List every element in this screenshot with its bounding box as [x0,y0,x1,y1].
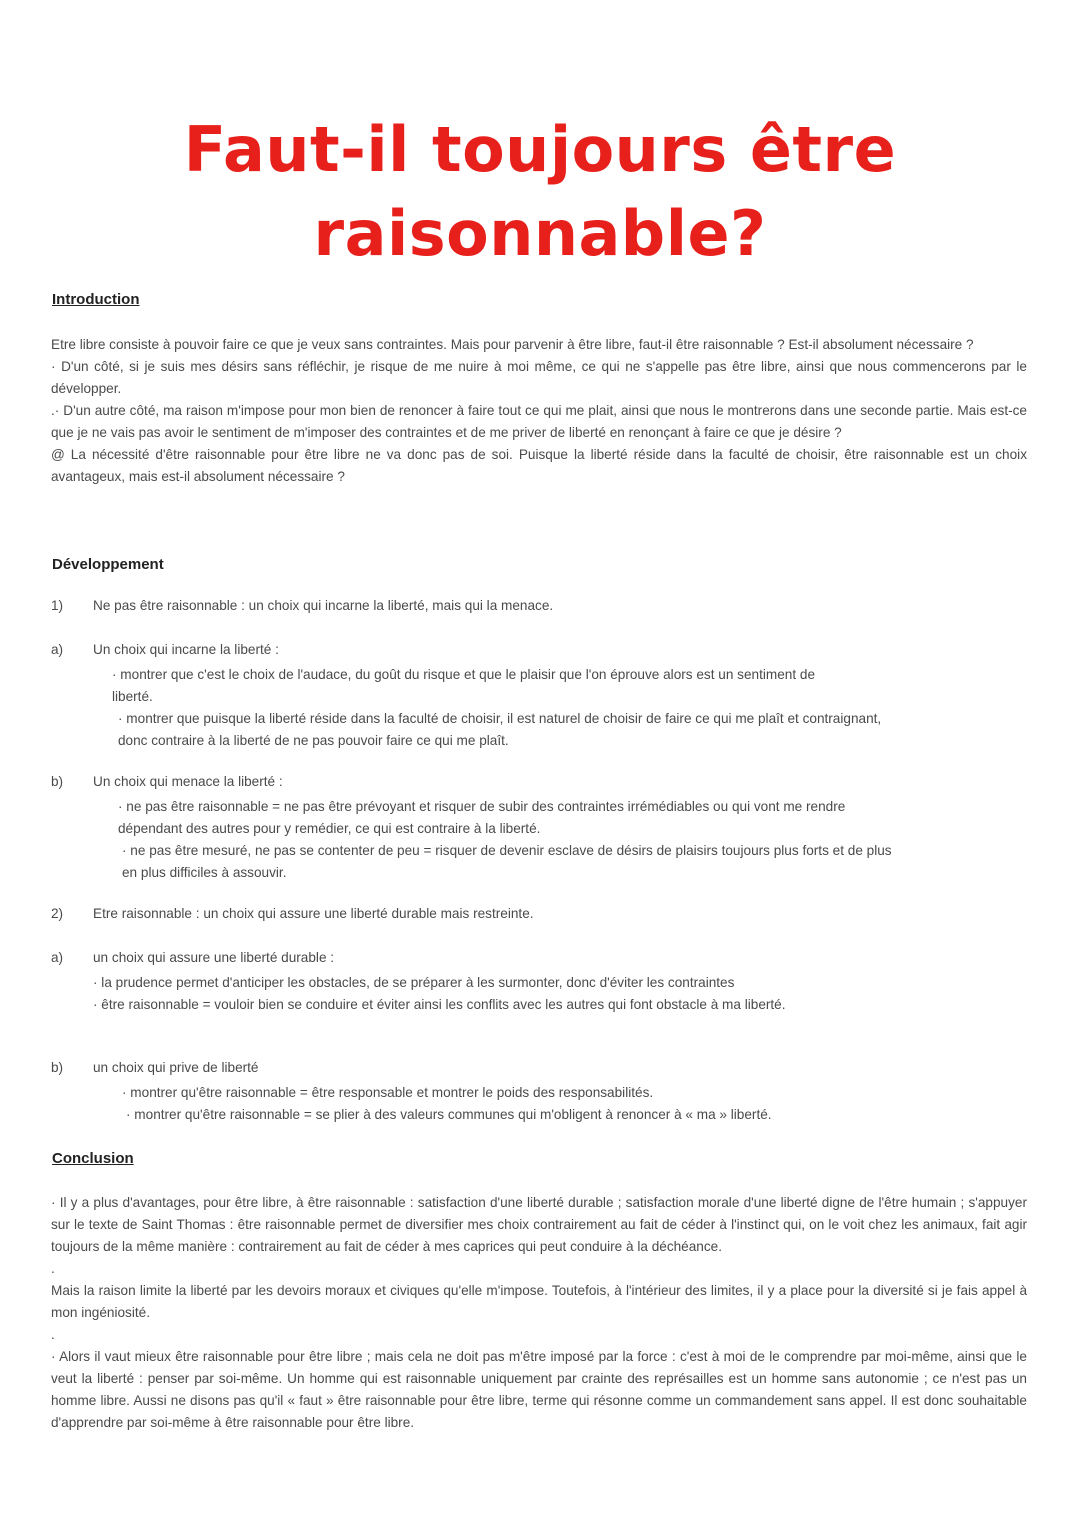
intro-paragraph-2: · D'un côté, si je suis mes désirs sans réfléchir, je risque de me nuire à moi même, ce qui ne s'appelle pas être libre, ainsi que nous commencerons par le développer. [51,359,1027,396]
conclusion-separator-1: . [51,1261,55,1276]
part2-number: 2) [51,906,64,921]
intro-paragraph-3: .· D'un autre côté, ma raison m'impose pour mon bien de renoncer à faire tout ce qui me plait, ainsi que nous le montrerons dans une seconde partie. Mais est-ce que je ne vais pas avoir le sentiment de m'imposer des contraintes et de me priver de liberté en renonçant à faire ce que je désire ? [51,403,1027,440]
intro-paragraph-4: @ La nécessité d'être raisonnable pour être libre ne va donc pas de soi. Puisque la liberté réside dans la faculté de choisir, être raisonnable est un choix avantageux, mais est-il absolument nécessaire ? [51,447,1027,484]
part2a-number: a) [51,950,64,965]
part1a-bullet-1: · montrer que c'est le choix de l'audace, du goût du risque et que le plaisir que l'on éprouve alors est un sentiment de liberté. [112,667,815,704]
part1b-title: Un choix qui menace la liberté : [93,774,283,789]
conclusion-heading: Conclusion [52,1150,134,1167]
part2b-title: un choix qui prive de liberté [93,1060,259,1075]
part1b-bullet-2: · ne pas être mesuré, ne pas se contenter de peu = risquer de devenir esclave de désirs de plaisirs toujours plus forts et de plus en plus difficiles à assouvir. [122,843,892,880]
part1-title: Ne pas être raisonnable : un choix qui incarne la liberté, mais qui la menace. [93,598,554,613]
development-heading: Développement [52,556,164,573]
part2b-bullet-1: · montrer qu'être raisonnable = être responsable et montrer le poids des responsabilités. [122,1085,654,1100]
part1a-bullet-2: · montrer que puisque la liberté réside dans la faculté de choisir, il est naturel de choisir de faire ce qui me plaît et contraignant, donc contraire à la liberté de ne pas pouvoir faire ce qui me plaît. [118,711,882,748]
part2b-number: b) [51,1060,64,1075]
part1b-bullet-1: · ne pas être raisonnable = ne pas être prévoyant et risquer de subir des contraintes irrémédiables ou qui vont me rendre dépendant des autres pour y remédier, ce qui est contraire à la liberté. [118,799,846,836]
introduction-heading: Introduction [52,291,140,308]
part1a-number: a) [51,642,64,657]
part2a-title: un choix qui assure une liberté durable : [93,950,335,965]
introduction-text [51,334,1027,488]
title-line-1: Faut-il toujours être [183,113,897,186]
conclusion-text [51,1192,1027,1434]
part1b-number: b) [51,774,64,789]
conclusion-paragraph-1: · Il y a plus d'avantages, pour être libre, à être raisonnable : satisfaction d'une liberté durable ; satisfaction morale d'une liberté digne de l'être humain ; s'appuyer sur le texte de Saint Thomas : être raisonnable permet de diversifier mes choix contrairement au fait de céder à l'instinct qui, on le voit chez les animaux, fait agir toujours de la même manière : contrairement au fait de céder à mes caprices qui peut conduire à la déchéance. [51,1195,1027,1254]
page-title [0,108,1080,276]
part2-title: Etre raisonnable : un choix qui assure une liberté durable mais restreinte. [93,906,534,921]
part2b-bullet-2: · montrer qu'être raisonnable = se plier à des valeurs communes qui m'obligent à renoncer à « ma » liberté. [126,1107,772,1122]
part2a-bullet-1: · la prudence permet d'anticiper les obstacles, de se préparer à les surmonter, donc d'éviter les contraintes [93,975,735,990]
conclusion-paragraph-3: · Alors il vaut mieux être raisonnable pour être libre ; mais cela ne doit pas m'être imposé par la force : c'est à moi de le comprendre par moi-même, ainsi que le veut la liberté : penser par soi-même. Un homme qui est raisonnable uniquement par crainte des représailles est un homme sans autonomie ; ce n'est pas un homme libre. Aussi ne disons pas qu'il « faut » être raisonnable pour être libre, terme qui résonne comme un commandement sans appel. Il est donc souhaitable d'apprendre par soi-même à être raisonnable pour être libre. [51,1349,1027,1430]
title-line-2: raisonnable? [313,197,767,270]
part1-number: 1) [51,598,64,613]
conclusion-paragraph-2: Mais la raison limite la liberté par les devoirs moraux et civiques qu'elle m'impose. Toutefois, à l'intérieur des limites, il y a place pour la diversité si je fais appel à mon ingéniosité. [51,1283,1027,1320]
part2a-bullet-2: · être raisonnable = vouloir bien se conduire et éviter ainsi les conflits avec les autres qui font obstacle à ma liberté. [93,997,786,1012]
part1a-title: Un choix qui incarne la liberté : [93,642,279,657]
conclusion-separator-2: . [51,1327,55,1342]
intro-paragraph-1: Etre libre consiste à pouvoir faire ce que je veux sans contraintes. Mais pour parvenir à être libre, faut-il être raisonnable ? Est-il absolument nécessaire ? [51,337,974,352]
